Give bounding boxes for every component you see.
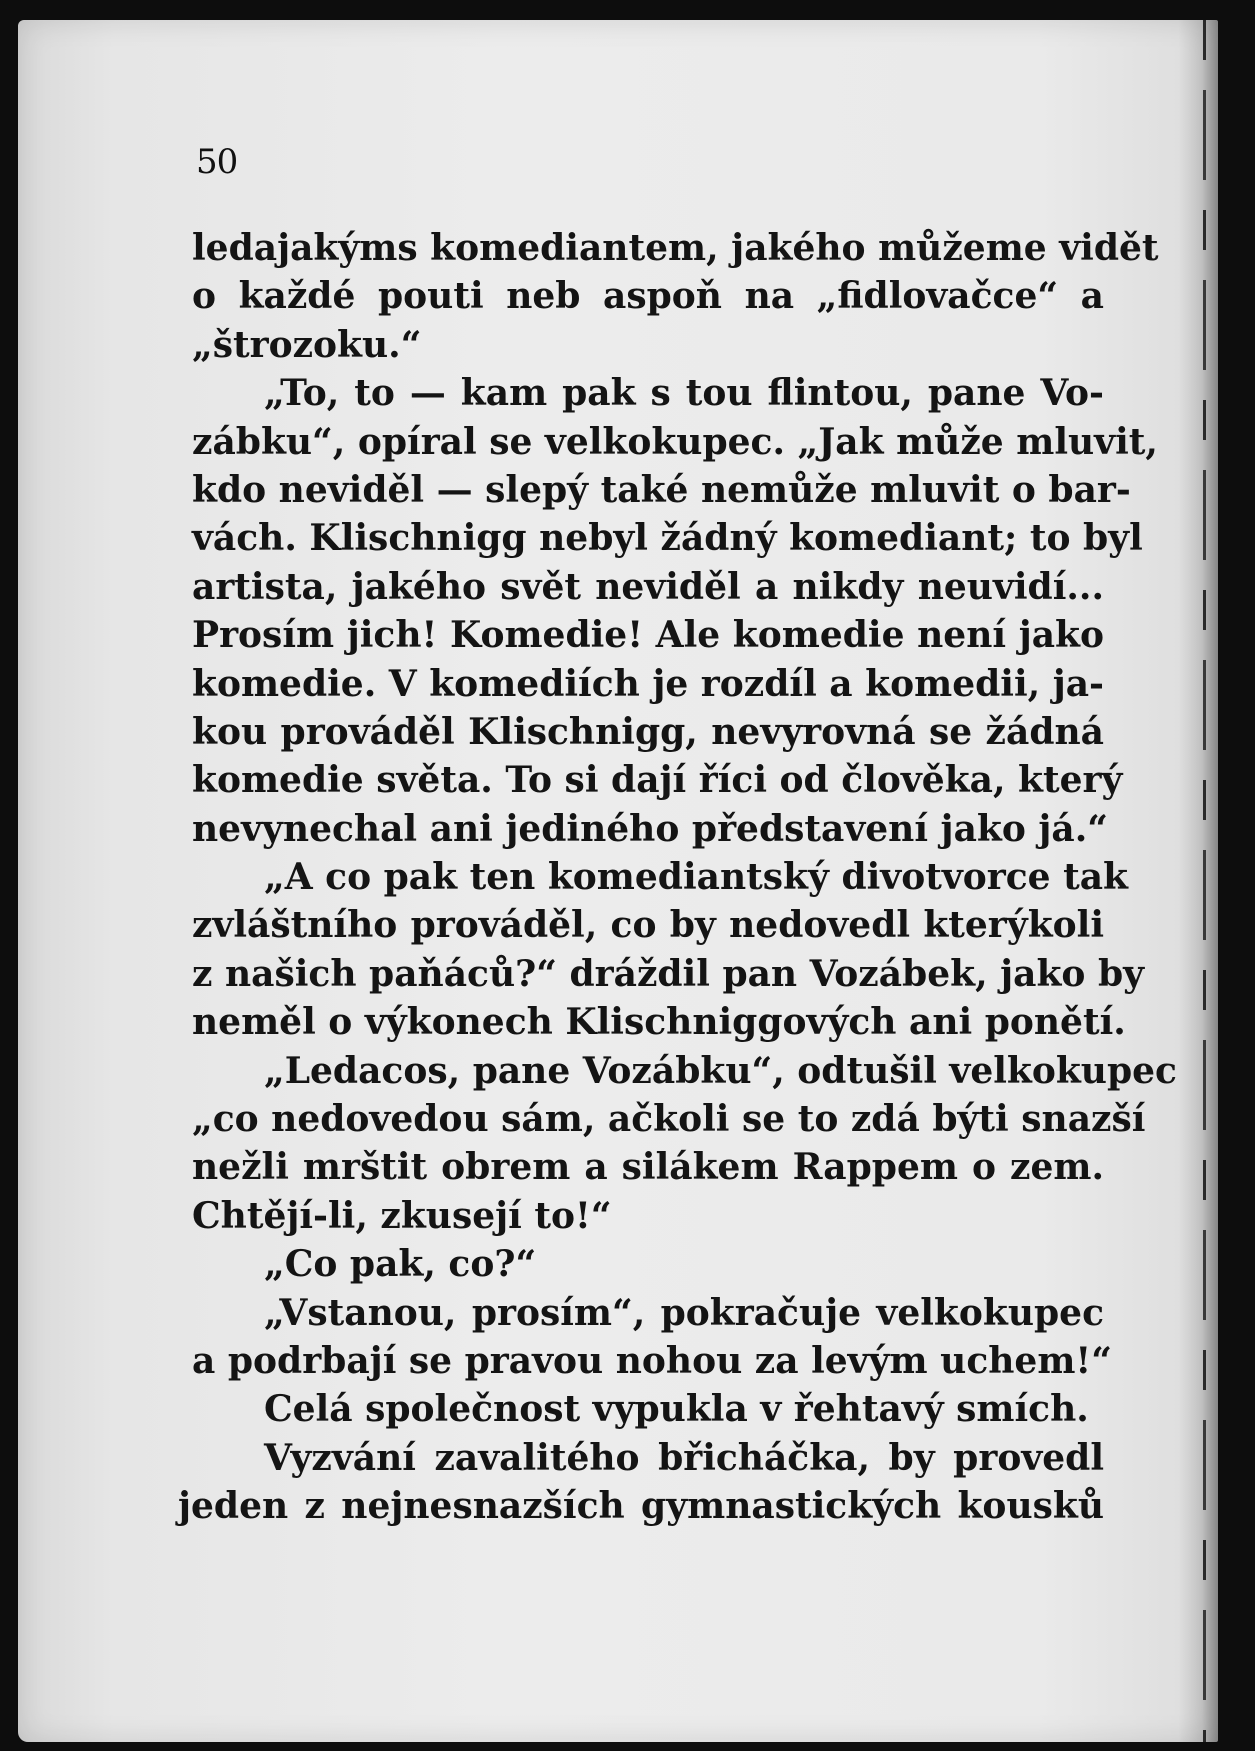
text-line: vách. Klischnigg nebyl žádný komediant; to byl xyxy=(192,517,1143,560)
text-line: artista, jakého svět neviděl a nikdy neuvidí... xyxy=(192,565,1104,608)
text-line: a podrbají se pravou nohou za levým uchem!“ xyxy=(192,1339,1112,1382)
text-line: „co nedovedou sám, ačkoli se to zdá býti snazší xyxy=(192,1098,1146,1141)
text-line: „A co pak ten komediantský divotvorce tak xyxy=(264,856,1128,899)
text-line: komedie. V komediích je rozdíl a komedii, ja- xyxy=(192,662,1104,705)
text-line: zvláštního prováděl, co by nedovedl kterýkoli xyxy=(192,904,1104,947)
text-line: z našich paňáců?“ dráždil pan Vozábek, jako by xyxy=(192,952,1145,995)
text-line: neměl o výkonech Klischniggových ani ponětí. xyxy=(192,1001,1126,1044)
text-line: „štrozoku.“ xyxy=(192,323,422,366)
page-edge-shadow xyxy=(1178,20,1218,1742)
text-line: nežli mrštit obrem a silákem Rappem o zem. xyxy=(192,1146,1104,1189)
text-line: „Ledacos, pane Vozábku“, odtušil velkokupec xyxy=(264,1049,1177,1092)
text-line: ledajakýms komediantem, jakého můžeme vidět xyxy=(192,227,1159,269)
text-line: zábku“, opíral se velkokupec. „Jak může mluvit, xyxy=(192,420,1158,463)
text-line: Prosím jich! Komedie! Ale komedie není jako xyxy=(192,614,1104,657)
text-line: nevynechal ani jediného představení jako já.“ xyxy=(192,807,1108,850)
text-line: Vyzvání zavalitého břicháčka, by provedl xyxy=(264,1436,1104,1479)
body-text xyxy=(178,224,1177,1531)
page-number: 50 xyxy=(196,142,238,182)
binding-edge xyxy=(1203,20,1206,1742)
text-line: komedie světa. To si dají říci od člověka, který xyxy=(192,759,1123,802)
text-line: kou prováděl Klischnigg, nevyrovná se žádná xyxy=(192,710,1104,753)
text-line: o každé pouti neb aspoň na „fidlovačce“ a xyxy=(192,275,1104,318)
text-line: jeden z nejnesnazších gymnastických kousků xyxy=(178,1485,1104,1528)
text-line: „Vstanou, prosím“, pokračuje velkokupec xyxy=(264,1291,1104,1334)
text-line: Celá společnost vypukla v řehtavý smích. xyxy=(264,1388,1089,1431)
text-line: kdo neviděl — slepý také nemůže mluvit o bar- xyxy=(192,468,1131,511)
text-line: Chtějí-li, zkusejí to!“ xyxy=(192,1194,612,1237)
text-line: „Co pak, co?“ xyxy=(264,1243,537,1286)
text-line: „To, to — kam pak s tou flintou, pane Vo- xyxy=(264,372,1104,415)
